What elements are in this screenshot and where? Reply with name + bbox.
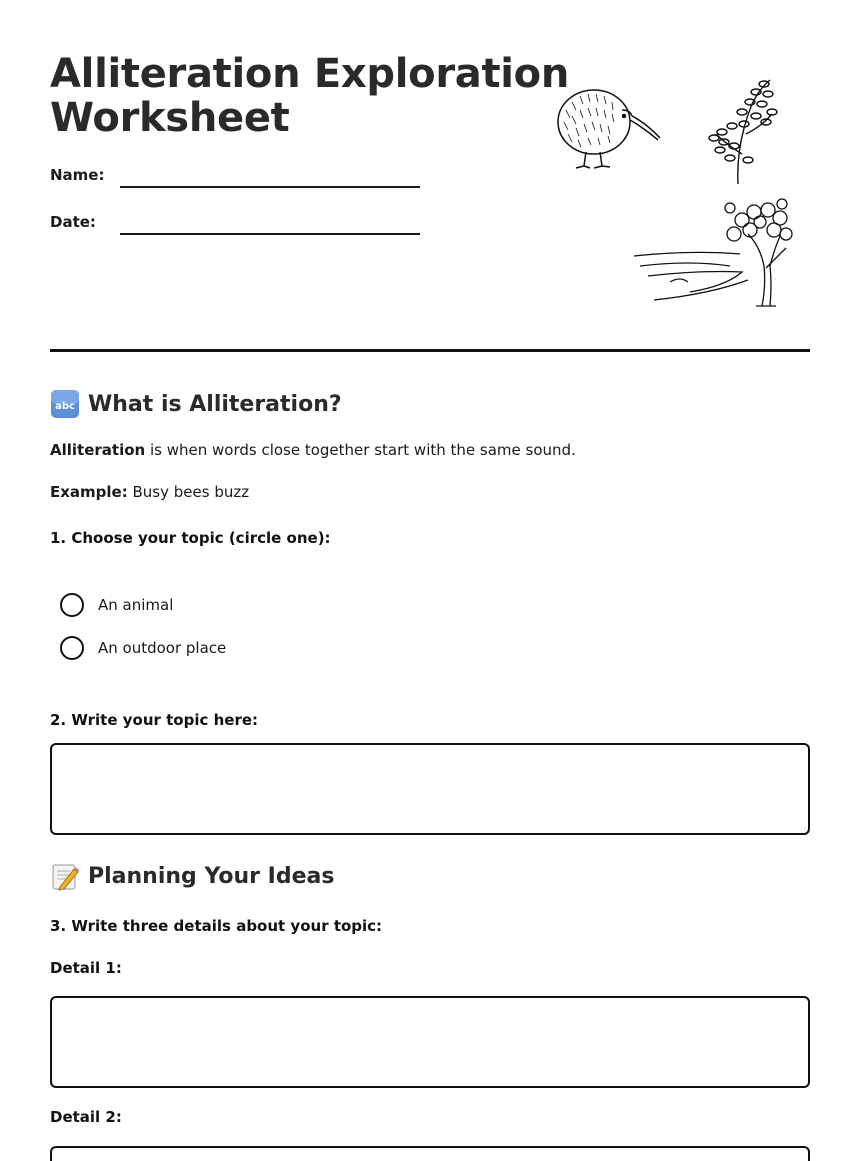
question-2: 2. Write your topic here:: [50, 711, 259, 729]
example-text: [50, 483, 249, 501]
svg-text:abc: abc: [55, 401, 75, 412]
date-field[interactable]: [120, 233, 420, 235]
example-label: Example:: [50, 483, 128, 501]
detail-1-label: Detail 1:: [50, 959, 122, 977]
option-label: An outdoor place: [98, 639, 227, 657]
section-heading-planning: [50, 861, 334, 891]
tree-by-shore-icon: [630, 196, 795, 314]
definition-text: [50, 441, 576, 459]
section-heading-alliteration: [50, 389, 342, 419]
date-label: Date:: [50, 213, 96, 231]
definition-body: is when words close together start with the same sound.: [145, 441, 576, 459]
topic-answer-box[interactable]: [50, 743, 810, 835]
title-line-2: Worksheet: [50, 95, 290, 141]
detail-1-box[interactable]: [50, 996, 810, 1088]
name-label: Name:: [50, 166, 105, 184]
abc-icon: [50, 389, 80, 419]
detail-2-box[interactable]: [50, 1146, 810, 1161]
example-body: Busy bees buzz: [127, 483, 250, 501]
section-title: What is Alliteration?: [88, 391, 342, 417]
radio-circle[interactable]: [60, 636, 84, 660]
option-label: An animal: [98, 596, 174, 614]
fern-branch-icon: [702, 74, 782, 186]
memo-icon: [50, 861, 80, 891]
radio-circle[interactable]: [60, 593, 84, 617]
option-animal[interactable]: [60, 593, 173, 617]
kiwi-bird-icon: [552, 80, 667, 175]
header-divider: [50, 349, 810, 352]
definition-term: Alliteration: [50, 441, 146, 459]
detail-2-label: Detail 2:: [50, 1108, 122, 1126]
name-field[interactable]: [120, 186, 420, 188]
worksheet-title: [50, 52, 569, 140]
question-1: 1. Choose your topic (circle one):: [50, 529, 331, 547]
title-line-1: Alliteration Exploration: [50, 51, 570, 97]
section-title: Planning Your Ideas: [88, 863, 335, 889]
question-3: 3. Write three details about your topic:: [50, 917, 383, 935]
option-outdoor-place[interactable]: [60, 636, 226, 660]
